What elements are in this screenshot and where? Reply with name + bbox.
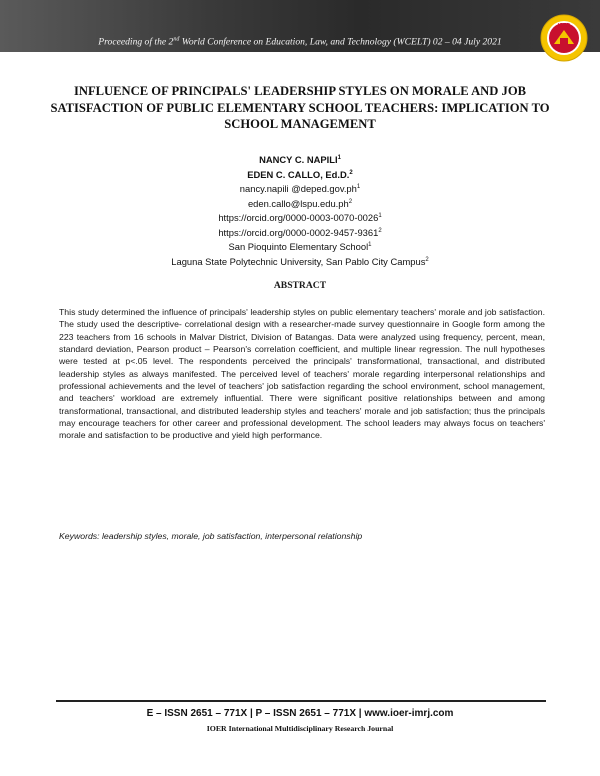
email-1-sup: 1 — [356, 184, 361, 191]
header-text-pre: Proceeding of the 2 — [98, 36, 174, 48]
conference-header — [0, 36, 600, 47]
orcid-1-text: https://orcid.org/0000-0003-0070-0026 — [218, 212, 379, 224]
affiliation-2-sup: 2 — [425, 256, 429, 263]
author-2-sup: 2 — [349, 169, 353, 176]
orcid-1-sup: 1 — [378, 213, 382, 220]
ioer-logo-icon — [540, 14, 588, 62]
email-1 — [0, 181, 600, 196]
orcid-2 — [0, 225, 600, 240]
author-1-sup: 1 — [337, 155, 341, 161]
header-text-post: World Conference on Education, Law, and Technology (WCELT) 02 – 04 July 2021 — [179, 36, 502, 48]
email-2-sup: 2 — [348, 198, 353, 205]
abstract-heading: ABSTRACT — [273, 280, 327, 291]
email-2 — [0, 196, 600, 211]
affiliation-1-text: San Pioquinto Elementary School — [228, 241, 369, 253]
email-2-text: eden.callo@lspu.edu.ph — [247, 197, 349, 209]
author-block — [0, 152, 600, 268]
keywords: Keywords: leadership styles, morale, job satisfaction, interpersonal relationship — [59, 531, 363, 541]
footer-journal-name: IOER International Multidisciplinary Research Journal — [206, 724, 394, 733]
affiliation-1 — [0, 239, 600, 254]
paper-title: INFLUENCE OF PRINCIPALS' LEADERSHIP STYLES ON MORALE AND JOB SATISFACTION OF PUBLIC ELEMENTARY SCHOOL TEACHERS: IMPLICATION TO SCHOOL MANAGEMENT — [50, 84, 550, 131]
affiliation-1-sup: 1 — [368, 242, 372, 249]
affiliation-2 — [0, 254, 600, 269]
author-2-name: EDEN C. CALLO, Ed.D. — [247, 168, 350, 180]
orcid-1 — [0, 210, 600, 225]
orcid-2-sup: 2 — [378, 227, 382, 234]
author-1 — [0, 152, 600, 167]
author-1-name: NANCY C. NAPILI — [259, 154, 338, 166]
author-2 — [0, 167, 600, 182]
header-sup: nd — [173, 36, 180, 43]
email-1-text: nancy.napili @deped.gov.ph — [239, 183, 357, 195]
orcid-2-text: https://orcid.org/0000-0002-9457-9361 — [218, 226, 379, 238]
footer-issn: E – ISSN 2651 – 771X | P – ISSN 2651 – 771X | www.ioer-imrj.com — [146, 708, 454, 719]
logo-text: IOER — [557, 23, 571, 29]
abstract-body: This study determined the influence of principals' leadership styles on public elementary teachers' morale and job satisfaction. The study used the descriptive- correlational design with a researcher-made survey questionnaire in Google form among the 223 teachers from 16 schools in Malvar District, Division of Batangas. Data were analyzed using frequency, percent, mean, standard deviation, Pearson product – Pearson's correlation coefficient, and multiple linear regression. The null hypotheses were tested at p<.05 level. The respondents perceived the principals' transformational, transactional, and distributed leadership styles as always manifested. The perceived level of teachers' morale regarding interpersonal relationships and professional achievements and the level of teachers' job satisfaction regarding the school environment, school management, and teachers' workload are extremely influential. There were significant positive relationships between and among transformational, transactional, and distributed leadership styles and teachers' morale and job satisfaction; thus the principals may encourage teachers for other career and professional development. The school leaders may always focus on teachers' morale and satisfaction to be productive and yield high performance. — [59, 307, 545, 441]
footer-divider — [56, 700, 546, 702]
affiliation-2-text: Laguna State Polytechnic University, San Pablo City Campus — [171, 255, 426, 267]
